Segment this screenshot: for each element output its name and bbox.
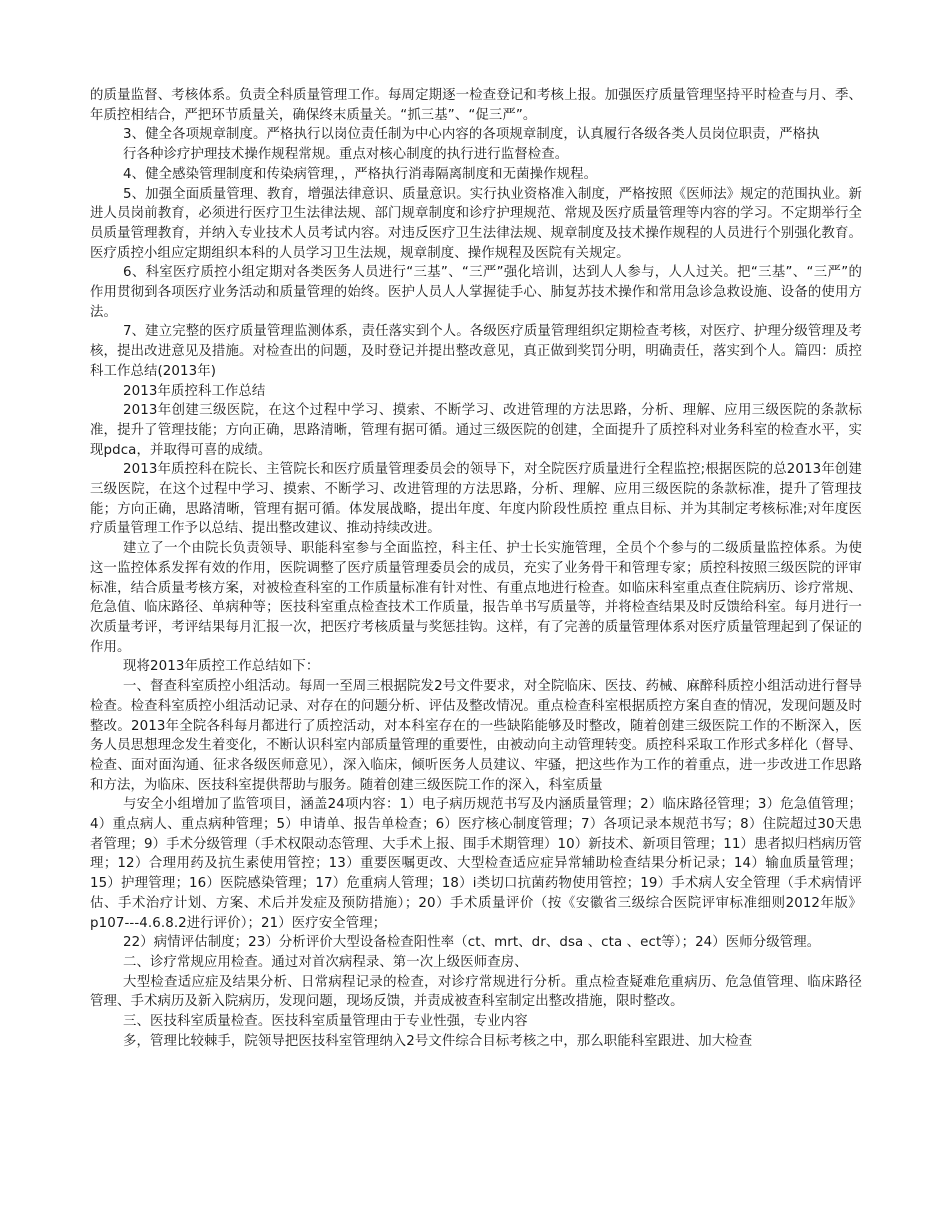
paragraph: 6、科室医疗质控小组定期对各类医务人员进行“三基”、“三严”强化培训，达到人人参与，人人过关。把“三基”、“三严”的作用贯彻到各项医疗业务活动和质量管理的始终。医护人员人人掌握徒手心、肺复苏技术操作和常用急诊急救设施、设备的使用方法。 bbox=[90, 265, 862, 320]
paragraph: 二、诊疗常规应用检查。通过对首次病程录、第一次上级医师查房、 bbox=[123, 954, 528, 970]
paragraph: 的质量监督、考核体系。负责全科质量管理工作。每周定期逐一检查登记和考核上报。加强医疗质量管理坚持平时检查与月、季、年质控相结合，严把环节质量关，确保终末质量关。“抓三基”、“促三严”。 bbox=[90, 88, 862, 123]
paragraph: 大型检查适应症及结果分析、日常病程记录的检查，对诊疗常规进行分析。重点检查疑难危重病历、危急值管理、临床路径管理、手术病历及新入院病历，发现问题，现场反馈，并责成被查科室制定出整改措施，限时整改。 bbox=[90, 974, 862, 1010]
paragraph: 4、健全感染管理制度和传染病管理，，严格执行消毒隔离制度和无菌操作规程。 bbox=[123, 166, 598, 182]
paragraph: 2013年创建三级医院，在这个过程中学习、摸索、不断学习、改进管理的方法思路，分析、理解、应用三级医院的条款标准，提升了管理技能；方向正确，思路清晰，管理有据可循。通过三级医院的创建，全面提升了质控科对业务科室的检查水平，实现pdca，并取得可喜的成绩。 bbox=[90, 403, 862, 458]
paragraph: 2013年质控科在院长、主管院长和医疗质量管理委员会的领导下，对全院医疗质量进行全程监控;根据医院的总2013年创建三级医院，在这个过程中学习、摸索、不断学习、改进管理的方法思路，分析、理解、应用三级医院的条款标准，提升了管理技能；方向正确，思路清晰，管理有据可循。体发展战略，提出年度、年度内阶段性质控 重点目标、并为其制定考核标准;对年度医疗质量管理工作予以总结、提出整改建议、推动持续改进。 bbox=[90, 462, 862, 537]
paragraph: 现将2013年质控工作总结如下： bbox=[123, 659, 320, 675]
paragraph: 与安全小组增加了监管项目，涵盖24项内容：1）电子病历规范书写及内涵质量管理；2）临床路径管理；3）危急值管理；4）重点病人、重点病种管理；5）申请单、报告单检查；6）医疗核心制度管理；7）各项记录本规范书写；8）住院超过30天患者管理；9）手术分级管理（手术权限动态管理、大手术上报、围手术期管理）10）新技术、新项目管理；11）患者拟归档病历管理；12）合理用药及抗生素使用管控；13）重要医嘱更改、大型检查适应症异常辅助检查结果分析记录；14）输血质量管理；15）护理管理；16）医院感染管理；17）危重病人管理；18）ⅰ类切口抗菌药物使用管控；19）手术病人安全管理（手术病情评估、手术治疗计划、方案、术后并发症及预防措施）；20）手术质量评价（按《安徽省三级综合医院评审标准细则2012年版》p107---4.6.8.2进行评价）；21）医疗安全管理； bbox=[90, 797, 862, 931]
paragraph: 3、健全各项规章制度。严格执行以岗位责任制为中心内容的各项规章制度，认真履行各级各类人员岗位职责，严格执 bbox=[123, 127, 820, 143]
section-heading: 2013年质控科工作总结 bbox=[123, 383, 266, 399]
paragraph: 多，管理比较棘手，院领导把医技科室管理纳入2号文件综合目标考核之中，那么职能科室跟进、加大检查 bbox=[123, 1033, 753, 1049]
paragraph: 三、医技科室质量检查。医技科室质量管理由于专业性强，专业内容 bbox=[123, 1014, 528, 1030]
paragraph: 一、督查科室质控小组活动。每周一至周三根据院发2号文件要求，对全院临床、医技、药械、麻醉科质控小组活动进行督导检查。检查科室质控小组活动记录、对存在的问题分析、评估及整改情况。重点检查科室根据质控方案自查的情况，发现问题及时整改。2013年全院各科每月都进行了质控活动，对本科室存在的一些缺陷能够及时整改，随着创建三级医院工作的不断深入，医务人员思想理念发生着变化，不断认识科室内部质量管理的重要性，由被动向主动管理转变。质控科采取工作形式多样化（督导、检查、面对面沟通、征求各级医师意见），深入临床，倾听医务人员建议、牢骚，把这些作为工作的着重点，进一步改进工作思路和方法，为临床、医技科室提供帮助与服务。随着创建三级医院工作的深入，科室质量 bbox=[90, 679, 862, 793]
paragraph: 建立了一个由院长负责领导、职能科室参与全面监控，科主任、护士长实施管理，全员个个参与的二级质量监控体系。为使这一监控体系发挥有效的作用，医院调整了医疗质量管理委员会的成员，充实了业务骨干和管理专家；质控科按照三级医院的评审标准，结合质量考核方案，对被检查科室的工作质量标准有针对性、有重点地进行检查。如临床科室重点查住院病历、诊疗常规、危急值、临床路径、单病种等；医技科室重点检查技术工作质量，报告单书写质量等，并将检查结果及时反馈给科室。每月进行一次质量考评，考评结果每月汇报一次，把医疗考核质量与奖惩挂钩。这样，有了完善的质量管理体系对医疗质量管理起到了保证的作用。 bbox=[90, 541, 862, 655]
paragraph: 5、加强全面质量管理、教育，增强法律意识、质量意识。实行执业资格准入制度，严格按照《医师法》规定的范围执业。新进人员岗前教育，必须进行医疗卫生法律法规、部门规章制度和诊疗护理规范、常规及医疗质量管理等内容的学习。不定期举行全员质量管理教育，并纳入专业技术人员考试内容。对违反医疗卫生法律法规、规章制度及技术操作规程的人员进行个别强化教育。医疗质控小组应定期组织本科的人员学习卫生法规，规章制度、操作规程及医院有关规定。 bbox=[90, 186, 862, 261]
paragraph: 7、建立完整的医疗质量管理监测体系，责任落实到个人。各级医疗质量管理组织定期检查考核，对医疗、护理分级管理及考核，提出改进意见及措施。对检查出的问题，及时登记并提出整改意见，真正做到奖罚分明，明确责任，落实到个人。篇四：质控科工作总结(2013年) bbox=[90, 324, 862, 379]
document-page bbox=[90, 86, 862, 1051]
paragraph: 行各种诊疗护理技术操作规程常规。重点对核心制度的执行进行监督检查。 bbox=[123, 147, 569, 163]
paragraph: 22）病情评估制度；23）分析评价大型设备检查阳性率（ct、mrt、dr、dsa 、cta 、ect等）；24）医师分级管理。 bbox=[123, 935, 821, 951]
